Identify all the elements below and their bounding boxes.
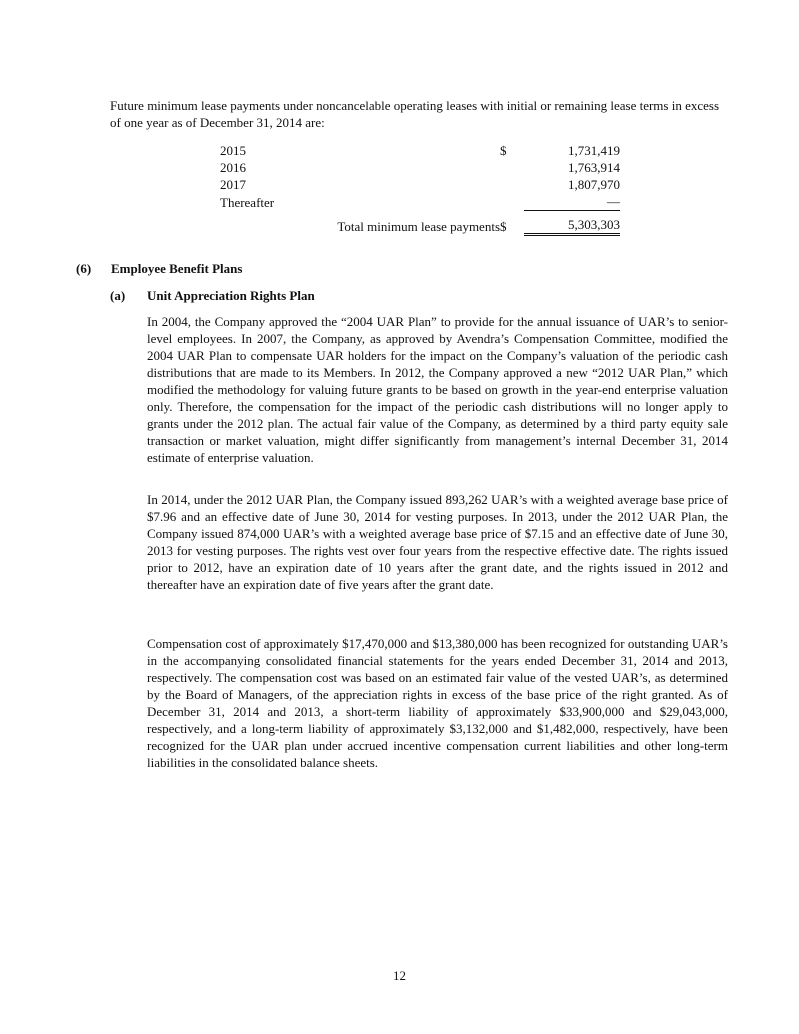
table-row: [220, 142, 620, 159]
subsection-number: (a): [110, 288, 126, 303]
table-row: [220, 159, 620, 176]
lease-amount: 1,731,419: [568, 143, 620, 158]
table-row: [220, 193, 620, 211]
compensation-cost-paragraph: Compensation cost of approximately $17,470,000 and $13,380,000 has been recognized for outstanding UAR’s in the accompanying consolidated financial statements for the years ended December 31, 2014 and 2013, respectively. The compensation cost was based on an estimated fair value of the vested UAR’s, as determined by the Board of Managers, of the appreciation rights in excess of the base price of the right granted. As of December 31, 2014 and 2013, a short-term liability of approximately $33,900,000 and $29,043,000, respectively, and a long-term liability of approximately $3,132,000 and $1,482,000, respectively, have been recognized for the UAR plan under accrued incentive compensation current liabilities and other long-term liabilities in the consolidated balance sheets.: [147, 636, 728, 770]
currency-symbol: $: [500, 143, 507, 158]
lease-intro-paragraph: Future minimum lease payments under noncancelable operating leases with initial or remaining lease terms in excess of one year as of December 31, 2014 are:: [110, 98, 720, 130]
section-number: (6): [76, 261, 92, 276]
lease-payments-table: [220, 142, 620, 236]
lease-year: 2015: [220, 143, 246, 158]
currency-symbol: [500, 159, 524, 176]
total-currency-symbol: $: [500, 218, 507, 234]
uar-issuance-paragraph: In 2014, under the 2012 UAR Plan, the Company issued 893,262 UAR’s with a weighted average base price of $7.96 and an effective date of June 30, 2014 for vesting purposes. In 2013, under the 2012 UAR Plan, the Company issued 874,000 UAR’s with a weighted average base price of $7.15 and an effective date of June 30, 2013 for vesting purposes. The rights vest over four years from the respective effective date. The rights issued prior to 2012, have an expiration date of 10 years after the grant date, and the rights issued in 2012 and thereafter have an expiration date of five years after the grant date.: [147, 492, 728, 592]
total-amount: 5,303,303: [524, 211, 620, 235]
section-heading: [76, 261, 242, 277]
lease-amount: —: [524, 193, 620, 211]
total-row: [220, 211, 620, 235]
subsection-heading: [110, 288, 315, 304]
total-label: Total minimum lease payments: [337, 218, 500, 234]
lease-year: 2017: [220, 177, 246, 192]
uar-plan-history-paragraph: In 2004, the Company approved the “2004 UAR Plan” to provide for the annual issuance of UAR’s to senior-level employees. In 2007, the Company, as approved by Avendra’s Compensation Committee, modified the 2004 UAR Plan to compensate UAR holders for the impact on the Company’s valuation of the periodic cash distributions that are made to its Members. In 2012, the Company approved a new “2012 UAR Plan,” which modified the methodology for valuing future grants to be based on growth in the year-end enterprise valuation only. Therefore, the compensation for the impact of the periodic cash distributions will no longer apply to grants under the 2012 plan. The actual fair value of the Company, as determined by a third party equity sale transaction or market valuation, might differ significantly from management’s internal December 31, 2014 estimate of enterprise valuation.: [147, 314, 728, 465]
lease-amount: 1,807,970: [568, 177, 620, 192]
lease-year: 2016: [220, 160, 246, 175]
page-number: 12: [393, 968, 406, 983]
table-row: [220, 176, 620, 193]
lease-amount: 1,763,914: [568, 160, 620, 175]
lease-year: Thereafter: [220, 194, 275, 210]
currency-symbol: [500, 193, 524, 211]
section-title: Employee Benefit Plans: [111, 261, 243, 276]
currency-symbol: [500, 176, 524, 193]
subsection-title: Unit Appreciation Rights Plan: [147, 288, 315, 303]
